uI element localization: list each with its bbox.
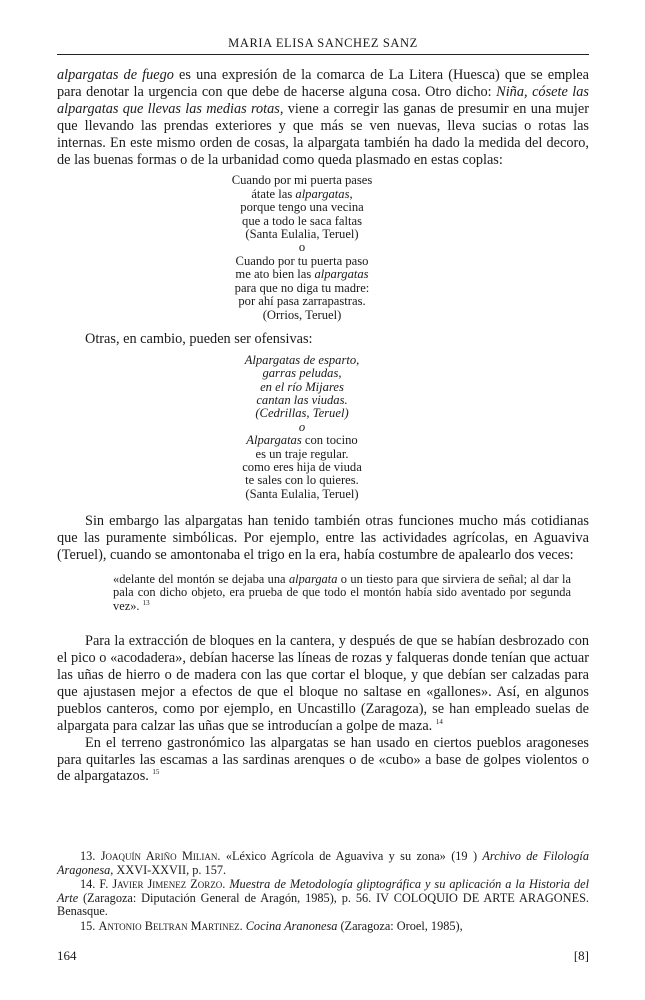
poem-line: cantan las viudas. [256, 393, 348, 408]
text-span: viene a corregir las ganas de presumir en una mujer que llevando las prendas exteriores y que más se ven nuevas, lleva sucias o rotas las internas. En este mismo orden de cosas, la alpargata también ha dado la medida del decoro, de las buenas formas o de la urbanidad como queda plasmado en estas coplas: [57, 100, 589, 168]
bracket-page-number: [8] [573, 948, 589, 963]
poem-coplas-ofensivas [202, 354, 402, 501]
footnote-ref: 14 [435, 717, 443, 726]
footnote-ref: 15 [152, 768, 160, 777]
text-span: . «Léxico Agrícola de Aguaviva y su zona» (19 ) [217, 849, 483, 863]
text-span: «delante del montón se dejaba una [113, 572, 289, 586]
poem-line: Cuando por tu puerta paso [235, 253, 369, 268]
footnote-number: 13. [80, 849, 96, 863]
footnote-number: 15. [80, 918, 96, 933]
footnote-15 [57, 920, 589, 934]
text-span: con tocino [301, 433, 358, 448]
footnote-title: Muestra de Metodología gliptográfica y su aplicación a la Historia del Arte [57, 877, 589, 905]
paragraph-alpargatas-de-fuego [57, 67, 589, 168]
poem-line [202, 434, 402, 447]
running-header: MARIA ELISA SANCHEZ SANZ [228, 36, 418, 50]
poem-line: es un traje regular. [255, 446, 349, 461]
footnote-author: F. Javier Jimenez Zorzo [99, 877, 223, 892]
text-span: . [222, 877, 230, 892]
paragraph-ofensivas: Otras, en cambio, pueden ser ofensivas: [85, 330, 313, 347]
poem-line: porque tengo una vecina [240, 200, 364, 215]
text-span: XXVI-XXVII, p. 157. [113, 862, 227, 877]
poem-line [202, 188, 402, 201]
footnote-13 [57, 850, 589, 877]
footnote-ref: 13 [142, 598, 150, 607]
italic-word: alpargata [288, 572, 338, 586]
poem-line: en el río Mijares [260, 379, 344, 394]
text-span: En el terreno gastronómico las alpargatas se han usado en ciertos pueblos aragoneses para quitarles las escamas a las sardinas arenques o de «cubo» a base de golpes violentos o de alpargatazos. [57, 734, 589, 785]
block-quote [113, 573, 571, 613]
poem-source: (Orrios, Teruel) [262, 307, 342, 322]
poem-line: te sales con lo quieres. [245, 473, 359, 488]
italic-word: alpargatas [314, 267, 369, 282]
text-span: me ato bien las [235, 267, 315, 282]
poem-line [202, 268, 402, 281]
text-span: (Zaragoza: Diputación General de Aragón, 1985), p. 56. IV COLOQUIO DE ARTE ARAGONES. Benasque. [57, 890, 589, 919]
text-span: Para la extracción de bloques en la cantera, y después de que se habían desbrozado con el pico o «acodadera», debían hacerse las líneas de rozas y falqueras donde tenían que actuar las uñas de hierro o de madera con las que cortar el bloque, y que debían ser calzadas para que ajustasen mejor a efectos de que el bloque no saltase en «gallones». Así, en algunos pueblos canteros, como por ejemplo, en Uncastillo (Zaragoza), se han empleado suelas de alpargata para calzar las uñas que se introducían a golpe de maza. [57, 633, 589, 734]
paragraph-cantera [57, 633, 589, 734]
header-rule [57, 54, 589, 55]
italic-saying: Niña, cósete las alpargatas que llevas las medias rotas, [57, 83, 589, 117]
italic-word: Alpargatas [246, 433, 302, 448]
poem-source: (Cedrillas, Teruel) [255, 406, 349, 421]
poem-coplas-decoro [202, 174, 402, 321]
text-span: . [239, 918, 246, 933]
page-number: 164 [57, 948, 77, 963]
body-text [57, 67, 589, 785]
poem-source: (Santa Eulalia, Teruel) [245, 227, 359, 242]
poem-line: Cuando por mi puerta pases [231, 173, 373, 188]
text-span: átate las [251, 186, 296, 201]
poem-line: garras peludas, [262, 366, 342, 381]
italic-phrase: alpargatas de fuego [57, 67, 174, 83]
poem-line: como eres hija de viuda [242, 460, 362, 475]
footnote-number: 14. [80, 877, 96, 892]
footnote-author: Joaquín Ariño Milian [100, 849, 218, 863]
poem-line: Alpargatas de esparto, [244, 352, 360, 367]
footnote-title: Archivo de Filología Aragonesa, [57, 849, 589, 877]
footnote-title: Cocina Aranonesa [245, 918, 338, 933]
italic-word: alpargatas, [295, 186, 353, 201]
poem-source: (Santa Eulalia, Teruel) [245, 486, 359, 501]
poem-separator: o [298, 240, 306, 255]
text-span: es una expresión de la comarca de La Litera (Huesca) que se emplea para denotar la urgencia con que debe de hacerse alguna cosa. Otro dicho: [57, 67, 589, 100]
footnote-author: Antonio Beltran Martinez [98, 918, 240, 933]
poem-line: que a todo le saca faltas [242, 213, 362, 228]
poem-line: para que no diga tu madre: [234, 280, 370, 295]
poem-line: por ahí pasa zarrapastras. [238, 294, 366, 309]
footnotes [57, 850, 589, 935]
paragraph-funciones-cotidianas: Sin embargo las alpargatas han tenido también otras funciones mucho más cotidianas que las puramente simbólicas. Por ejemplo, entre las actividades agrícolas, en Aguaviva (Teruel), cuando se amontonaba el trigo en la era, había costumbre de apalearlo dos veces: [57, 513, 589, 564]
text-span: (Zaragoza: Oroel, 1985), [337, 918, 463, 933]
footnote-14 [57, 878, 589, 919]
poem-separator: o [298, 419, 306, 434]
text-span: o un tiesto para que sirviera de señal; al dar la pala con dicho objeto, era prueba de que todo el montón había sido aventado por segunda vez». [113, 572, 571, 613]
paragraph-gastronomico [57, 735, 589, 786]
